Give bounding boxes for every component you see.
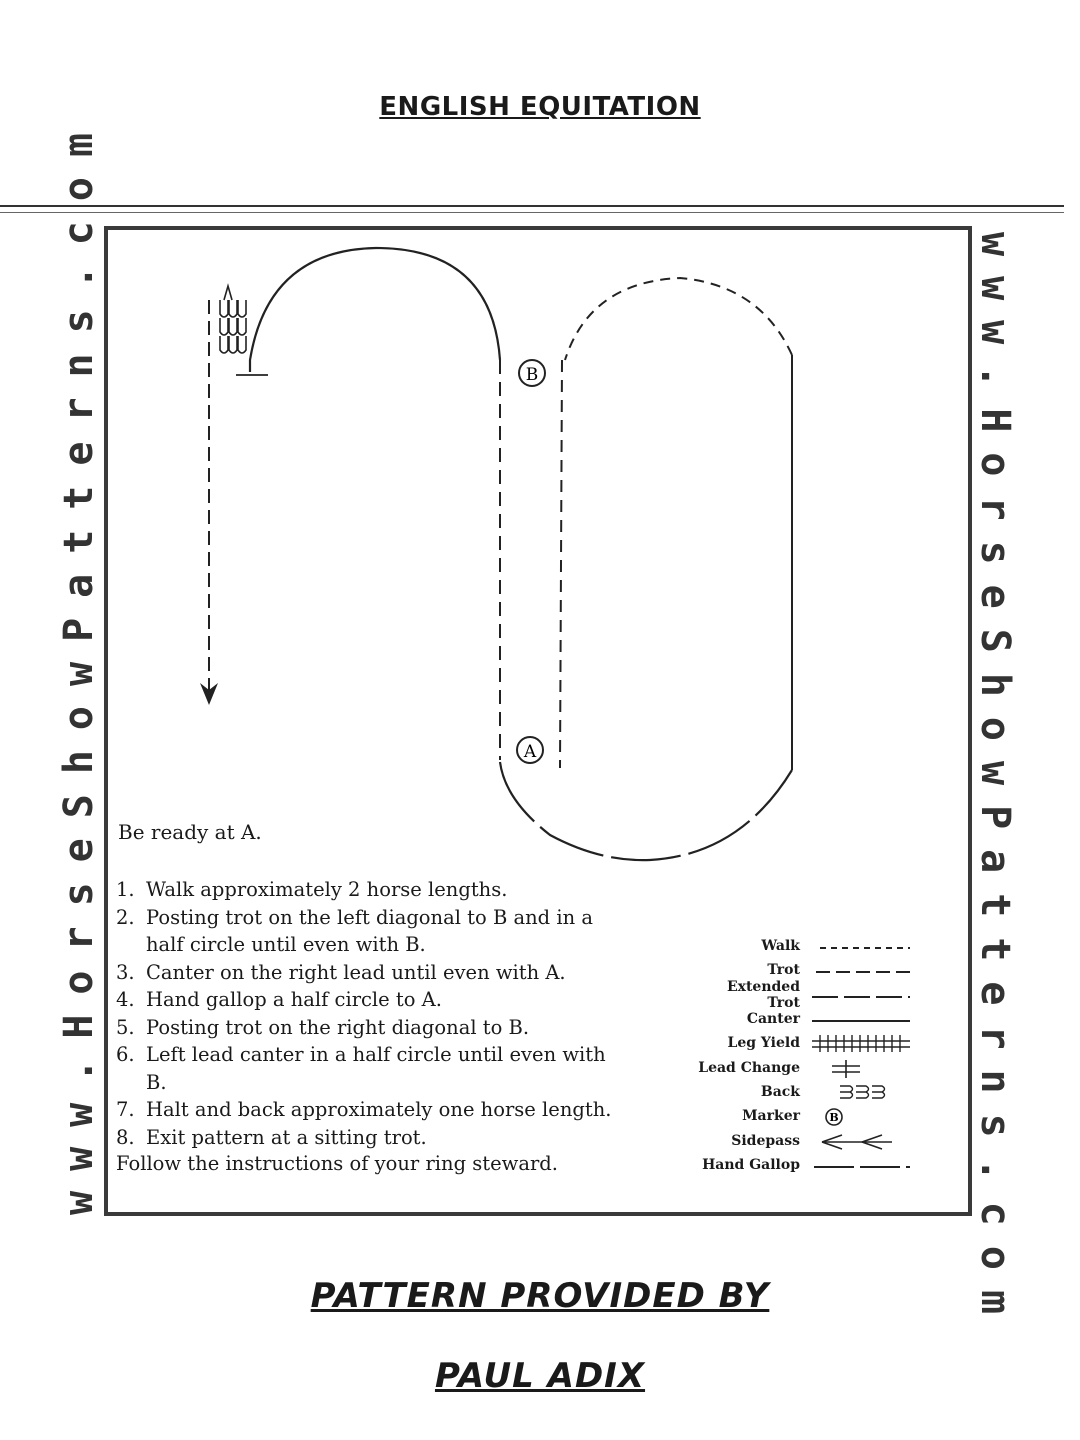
footer-line-2: PAUL ADIX: [434, 1356, 646, 1396]
legend-sidepass: Sidepass: [690, 1128, 912, 1152]
hand-gallop-half-circle: [500, 762, 792, 860]
legend-extended-trot: Extended Trot: [690, 983, 912, 1007]
legend-trot: Trot: [690, 958, 912, 982]
list-item: 8. Exit pattern at a sitting trot.: [116, 1125, 427, 1149]
marker-icon: [812, 1106, 912, 1126]
legend-canter: Canter: [690, 1007, 912, 1031]
legend-leg-yield: Leg Yield: [690, 1031, 912, 1055]
legend-lead-change: Lead Change: [690, 1055, 912, 1079]
marker-b-icon: [519, 360, 545, 386]
walk-arc-top: [565, 278, 792, 360]
legend-walk: Walk: [690, 934, 912, 958]
back-marks: [220, 286, 246, 353]
list-item: 5. Posting trot on the right diagonal to B.: [116, 1015, 530, 1039]
back-icon: [812, 1082, 912, 1102]
walk-line-icon: [812, 936, 912, 956]
legend: [690, 934, 912, 1177]
sidepass-icon: [812, 1131, 912, 1151]
list-item: 1. Walk approximately 2 horse lengths.: [116, 878, 508, 901]
marker-b-label: B: [525, 365, 539, 385]
ready-instruction: Be ready at A.: [118, 820, 262, 844]
leg-yield-icon: [812, 1033, 912, 1053]
svg-text:B: B: [829, 1111, 839, 1125]
footer-line-1: PATTERN PROVIDED BY: [310, 1276, 770, 1316]
canter-half-circle: [236, 248, 500, 375]
legend-hand-gallop: Hand Gallop: [690, 1153, 912, 1177]
trot-line-inner: [560, 360, 562, 768]
trot-line-icon: [812, 960, 912, 980]
extended-trot-line-icon: [812, 985, 912, 1005]
watermark-left: www.HorseShowPatterns.com: [56, 112, 102, 1215]
page-title: ENGLISH EQUITATION: [379, 92, 701, 122]
watermark-right: www.HorseShowPatterns.com: [972, 232, 1018, 1335]
hand-gallop-line-icon: [812, 1155, 912, 1175]
marker-a-label: A: [523, 742, 537, 762]
follow-instruction: Follow the instructions of your ring steward.: [116, 1152, 558, 1175]
legend-back: Back: [690, 1080, 912, 1104]
marker-a-icon: [517, 737, 543, 763]
instruction-list: [116, 876, 626, 1151]
list-item: 6. Left lead canter in a half circle until even with B.: [116, 1043, 606, 1094]
canter-line-icon: [812, 1009, 912, 1029]
list-item: 2. Posting trot on the left diagonal to B and in a half circle until even with B.: [116, 905, 593, 956]
legend-marker: Marker B: [690, 1104, 912, 1128]
exit-trot-path: [200, 300, 218, 705]
list-item: 3. Canter on the right lead until even with A.: [116, 960, 566, 984]
list-item: 4. Hand gallop a half circle to A.: [116, 988, 442, 1011]
list-item: 7. Halt and back approximately one horse length.: [116, 1098, 612, 1121]
lead-change-icon: [812, 1058, 912, 1078]
